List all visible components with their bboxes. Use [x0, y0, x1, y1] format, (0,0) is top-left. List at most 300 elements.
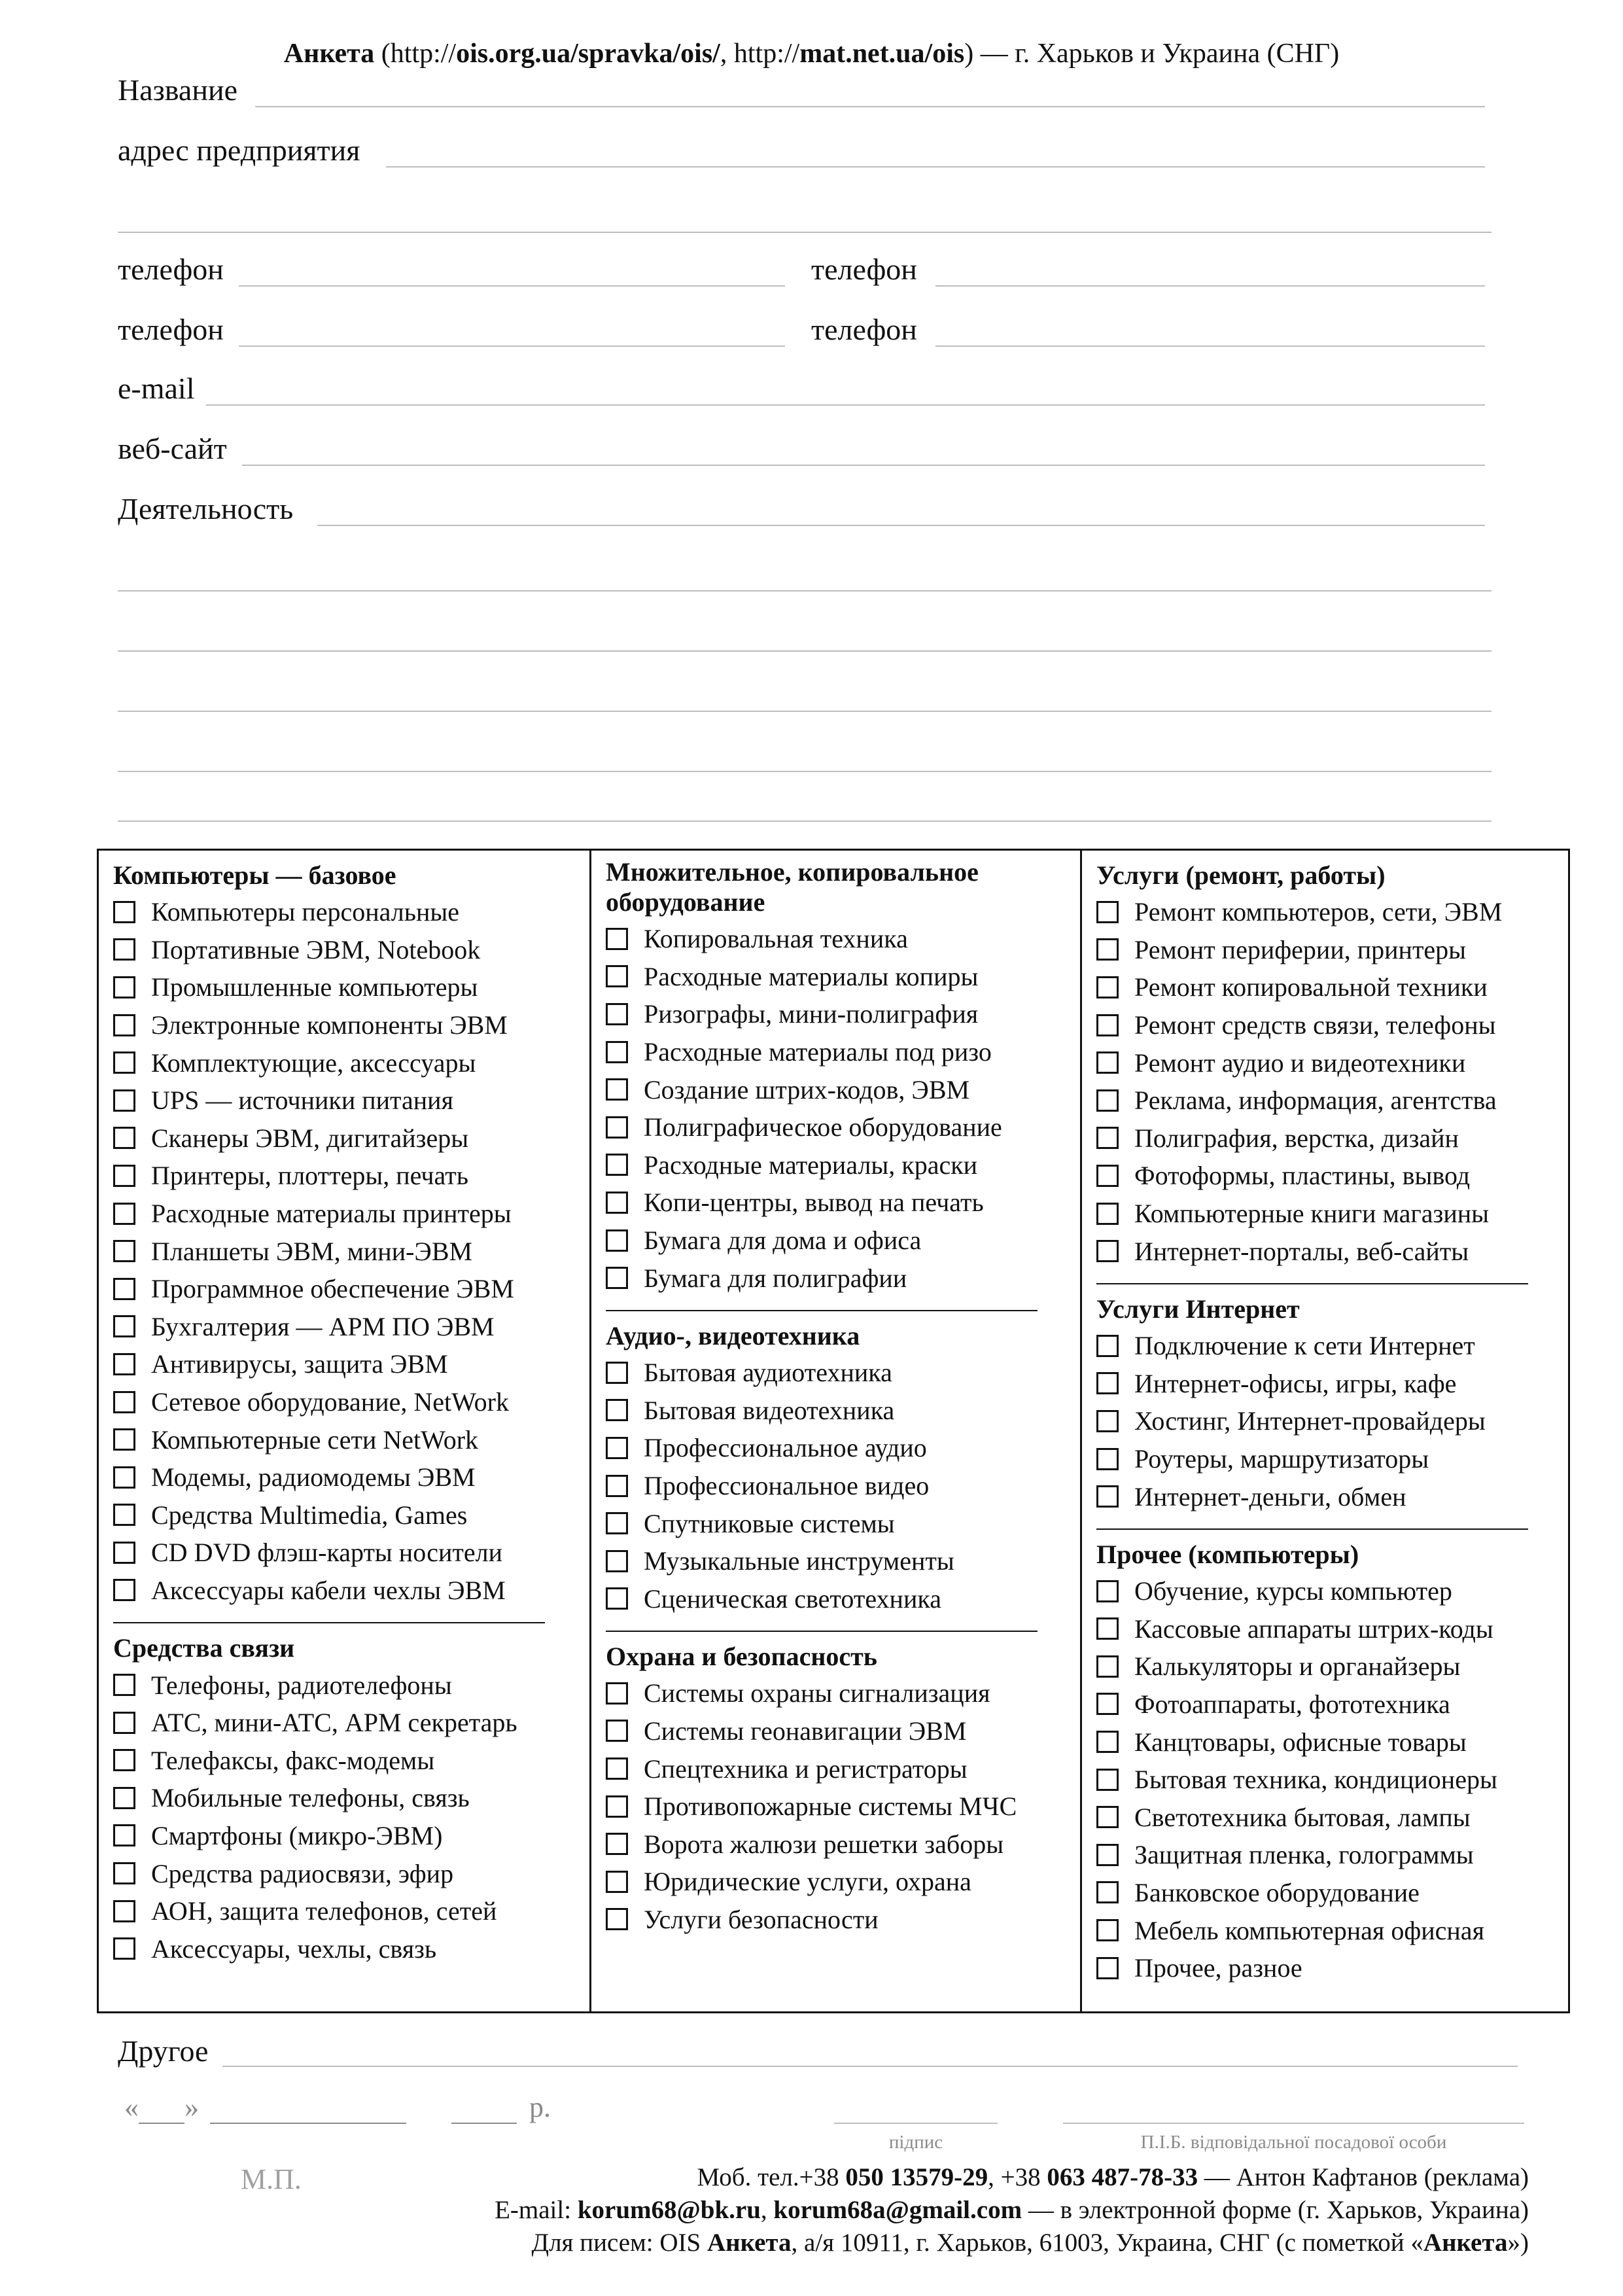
checkbox-label: Ворота жалюзи решетки заборы	[644, 1829, 1004, 1859]
checkbox-label: Ремонт периферии, принтеры	[1134, 934, 1467, 964]
website-line[interactable]	[242, 463, 1485, 466]
checkbox-item[interactable]	[113, 968, 589, 1006]
checkbox-item[interactable]	[1096, 1798, 1570, 1836]
checkbox[interactable]	[606, 1550, 628, 1572]
checkbox-item[interactable]	[606, 1750, 1080, 1788]
checkbox-label: Светотехника бытовая, лампы	[1134, 1802, 1471, 1832]
checkbox-item[interactable]	[606, 1354, 1080, 1392]
checkbox-item[interactable]	[113, 1892, 589, 1930]
checkbox-label: Системы охраны сигнализация	[644, 1678, 990, 1708]
address-field[interactable]	[118, 133, 1492, 173]
checkbox-item[interactable]	[606, 1863, 1080, 1901]
checkbox-item[interactable]	[113, 1082, 589, 1120]
checkbox-item[interactable]	[113, 931, 589, 969]
checkbox-item[interactable]	[606, 1392, 1080, 1430]
header-url1[interactable]: ois.org.ua/spravka/ois/	[456, 39, 720, 69]
checkbox-item[interactable]	[1096, 1120, 1570, 1157]
checkbox[interactable]	[1096, 1165, 1119, 1187]
checkbox-label: Планшеты ЭВМ, мини-ЭВМ	[151, 1236, 473, 1266]
checkbox[interactable]	[113, 1579, 135, 1601]
checkbox[interactable]	[1096, 1769, 1119, 1791]
checkbox-item[interactable]	[606, 1504, 1080, 1542]
checkbox-label: Аксессуары кабели чехлы ЭВМ	[151, 1575, 506, 1605]
contact-text: , а/я 10911, г. Харьков, 61003, Украина, СНГ (с пометкой «	[791, 2229, 1423, 2257]
checkbox-item[interactable]	[606, 1467, 1080, 1505]
checkbox[interactable]	[1096, 1806, 1119, 1828]
checkbox-item[interactable]	[1096, 1911, 1570, 1949]
phone-label: телефон	[118, 253, 224, 286]
checkbox[interactable]	[1096, 1240, 1119, 1262]
checkbox-label: Услуги безопасности	[644, 1904, 879, 1934]
checkbox-item[interactable]	[606, 1070, 1080, 1108]
checkbox-item[interactable]	[113, 1308, 589, 1346]
checkbox[interactable]	[606, 1682, 628, 1704]
contact-text: , +38	[988, 2163, 1047, 2191]
page-header	[0, 38, 1623, 69]
checkbox[interactable]	[1096, 1127, 1119, 1149]
checkbox-label: Бытовая аудиотехника	[644, 1358, 892, 1388]
checkbox-item[interactable]	[606, 1222, 1080, 1260]
checkbox-item[interactable]	[113, 1704, 589, 1742]
section-title: Услуги Интернет	[1096, 1294, 1300, 1324]
checkbox[interactable]	[606, 1362, 628, 1384]
checkbox[interactable]	[606, 1512, 628, 1534]
phone-line[interactable]	[935, 344, 1485, 347]
header-text: ) — г. Харьков и Украина (СНГ)	[964, 39, 1340, 69]
checkbox-label: Создание штрих-кодов, ЭВМ	[644, 1074, 970, 1104]
checkbox[interactable]	[1096, 1051, 1119, 1074]
checkbox[interactable]	[113, 1937, 135, 1960]
stamp-placeholder: М.П.	[241, 2163, 302, 2195]
checkbox[interactable]	[1096, 1731, 1119, 1753]
checkbox-item[interactable]	[113, 1157, 589, 1195]
signature-caption: підпис	[888, 2132, 943, 2153]
activity-line-2[interactable]	[118, 590, 1492, 592]
checkbox-label: Расходные материалы принтеры	[151, 1199, 512, 1229]
checkbox[interactable]	[1096, 1089, 1119, 1112]
checkbox-item[interactable]	[113, 1232, 589, 1270]
checkbox-label: Сетевое оборудование, NetWork	[151, 1387, 509, 1417]
checkbox-item[interactable]	[1096, 1157, 1570, 1195]
checkbox-label: Телефаксы, факс-модемы	[151, 1745, 435, 1775]
email-link-1[interactable]: korum68@bk.ru	[577, 2196, 761, 2224]
section-divider	[1096, 1528, 1528, 1530]
checkbox-label: Бухгалтерия — АРМ ПО ЭВМ	[151, 1311, 495, 1341]
section-divider	[606, 1310, 1038, 1311]
checkbox[interactable]	[606, 1437, 628, 1459]
checkbox[interactable]	[113, 1712, 135, 1734]
phone-field-2[interactable]	[811, 253, 1492, 292]
checkbox-label: Промышленные компьютеры	[151, 972, 478, 1002]
checkbox[interactable]	[1096, 1203, 1119, 1225]
activity-line-4[interactable]	[118, 711, 1492, 712]
checkbox-label: Хостинг, Интернет-провайдеры	[1134, 1406, 1486, 1436]
checkbox[interactable]	[606, 1041, 628, 1063]
contact-text: — Антон Кафтанов (реклама)	[1198, 2163, 1529, 2191]
header-text: , http://	[720, 39, 800, 69]
name-field[interactable]	[118, 73, 1492, 113]
category-column-1	[99, 851, 589, 2011]
checkbox-item[interactable]	[1096, 1686, 1570, 1723]
checkbox-item[interactable]	[1096, 1572, 1570, 1610]
website-label: веб-сайт	[118, 432, 227, 465]
checkbox-label: Бытовая видеотехника	[644, 1395, 895, 1425]
date-day-field[interactable]	[139, 2098, 184, 2124]
other-field[interactable]	[118, 2032, 1518, 2072]
date-quote-open: «	[124, 2091, 139, 2123]
checkbox[interactable]	[113, 1278, 135, 1300]
checkbox-item[interactable]	[606, 958, 1080, 996]
address-line-2[interactable]	[118, 232, 1492, 233]
checkbox-item[interactable]	[1096, 1195, 1570, 1233]
checkbox-label: Реклама, информация, агентства	[1134, 1086, 1497, 1116]
checkbox-label: CD DVD флэш-карты носители	[151, 1538, 502, 1568]
checkbox[interactable]	[113, 1542, 135, 1564]
section-title	[606, 857, 1080, 917]
checkbox[interactable]	[113, 1900, 135, 1922]
checkbox-label: Копировальная техника	[644, 924, 908, 954]
checkbox-item[interactable]	[606, 995, 1080, 1033]
checkbox-item[interactable]	[113, 1930, 589, 1968]
category-section	[113, 857, 589, 1609]
checkbox-label: Сценическая светотехника	[644, 1583, 941, 1614]
checkbox-item[interactable]	[1096, 1232, 1570, 1270]
checkbox[interactable]	[113, 1089, 135, 1112]
checkbox-item[interactable]	[113, 1270, 589, 1308]
checkbox-label: Профессиональное видео	[644, 1471, 930, 1501]
activity-label: Деятельность	[118, 492, 294, 525]
checkbox-item[interactable]	[1096, 1723, 1570, 1761]
checkbox-label: Спецтехника и регистраторы	[644, 1754, 968, 1784]
checkbox-label: Смартфоны (микро-ЭВМ)	[151, 1820, 443, 1850]
phone-line[interactable]	[935, 284, 1485, 287]
checkbox-item[interactable]	[1096, 1648, 1570, 1686]
checkbox-label: Копи-центры, вывод на печать	[644, 1188, 984, 1218]
phone-line[interactable]	[239, 284, 785, 287]
checkbox-label: Компьютерные сети NetWork	[151, 1424, 479, 1455]
checkbox-item[interactable]	[113, 1421, 589, 1458]
email-label: e-mail	[118, 372, 195, 405]
activity-line-3[interactable]	[118, 650, 1492, 652]
checkbox-item[interactable]	[606, 1788, 1080, 1826]
checkbox-label: Сканеры ЭВМ, дигитайзеры	[151, 1123, 469, 1153]
checkbox-item[interactable]	[606, 1429, 1080, 1467]
checkbox-label: Бытовая техника, кондиционеры	[1134, 1765, 1497, 1795]
contact-text: Для писем: OIS	[531, 2229, 707, 2257]
phone-number-1[interactable]: 050 13579-29	[845, 2163, 988, 2191]
checkbox[interactable]	[1096, 1014, 1119, 1036]
checkbox-label: Компьютеры персональные	[151, 897, 460, 927]
checkbox-label: Принтеры, плоттеры, печать	[151, 1161, 468, 1191]
checkbox-item[interactable]	[606, 1674, 1080, 1712]
checkbox-item[interactable]	[1096, 1836, 1570, 1874]
checkbox[interactable]	[606, 1154, 628, 1176]
checkbox[interactable]	[606, 965, 628, 987]
checkbox-item[interactable]	[113, 1383, 589, 1421]
checkbox[interactable]	[113, 901, 135, 923]
checkbox[interactable]	[1096, 1617, 1119, 1640]
contact-text: Моб. тел.+38	[697, 2163, 846, 2191]
section-title: Компьютеры — базовое	[113, 860, 396, 890]
checkbox[interactable]	[113, 1749, 135, 1771]
phone-field-1[interactable]	[118, 253, 785, 292]
checkbox[interactable]	[113, 1051, 135, 1074]
checkbox[interactable]	[1096, 976, 1119, 998]
contact-text: E-mail:	[495, 2196, 578, 2224]
section-title: Охрана и безопасность	[606, 1642, 877, 1672]
checkbox-label: Ризографы, мини-полиграфия	[644, 999, 979, 1029]
checkbox-label: Ремонт средств связи, телефоны	[1134, 1010, 1496, 1040]
checkbox-label: Портативные ЭВМ, Notebook	[151, 934, 481, 964]
email-field[interactable]	[118, 372, 1492, 411]
year-suffix: р.	[529, 2091, 551, 2123]
checkbox-label: Интернет-деньги, обмен	[1134, 1481, 1406, 1511]
checkbox-item[interactable]	[606, 1184, 1080, 1222]
checkbox[interactable]	[606, 1116, 628, 1139]
checkbox[interactable]	[113, 1240, 135, 1262]
section-title: Аудио-, видеотехника	[606, 1320, 860, 1351]
checkbox-label: Защитная пленка, голограммы	[1134, 1840, 1474, 1870]
section-title: Услуги (ремонт, работы)	[1096, 860, 1386, 890]
checkbox-item[interactable]	[113, 1817, 589, 1855]
checkbox-label: Спутниковые системы	[644, 1508, 895, 1538]
checkbox[interactable]	[1096, 938, 1119, 961]
responsible-name-line[interactable]	[1063, 2123, 1524, 2124]
checkbox-label: Компьютерные книги магазины	[1134, 1199, 1490, 1229]
checkbox-item[interactable]	[1096, 931, 1570, 969]
checkbox-item[interactable]	[1096, 1874, 1570, 1912]
checkbox-label: Электронные компоненты ЭВМ	[151, 1010, 508, 1040]
checkbox[interactable]	[606, 1833, 628, 1855]
checkbox-item[interactable]	[606, 1580, 1080, 1618]
website-field[interactable]	[118, 432, 1492, 471]
checkbox[interactable]	[606, 1720, 628, 1742]
checkbox-item[interactable]	[1096, 968, 1570, 1006]
checkbox[interactable]	[113, 938, 135, 961]
date-year-field[interactable]	[451, 2098, 517, 2124]
checkbox-item[interactable]	[606, 1146, 1080, 1184]
checkbox[interactable]	[1096, 1919, 1119, 1941]
category-section	[113, 1630, 589, 1968]
checkbox[interactable]	[606, 928, 628, 950]
checkbox-item[interactable]	[1096, 1082, 1570, 1120]
checkbox[interactable]	[606, 1229, 628, 1252]
checkbox[interactable]	[113, 1428, 135, 1451]
checkbox-item[interactable]	[606, 1259, 1080, 1297]
checkbox-item[interactable]	[113, 1854, 589, 1892]
checkbox[interactable]	[1096, 1693, 1119, 1715]
checkbox[interactable]	[113, 976, 135, 998]
checkbox[interactable]	[1096, 1448, 1119, 1470]
checkbox-label: АТС, мини-АТС, АРМ секретарь	[151, 1708, 517, 1738]
checkbox-item[interactable]	[113, 1345, 589, 1383]
checkbox[interactable]	[113, 1787, 135, 1809]
email-link-2[interactable]: korum68a@gmail.com	[773, 2196, 1022, 2224]
checkbox-label: Профессиональное аудио	[644, 1433, 927, 1463]
checkbox-label: Интернет-офисы, игры, кафе	[1134, 1368, 1457, 1398]
checkbox[interactable]	[606, 1795, 628, 1818]
checkbox-label: Кассовые аппараты штрих-коды	[1134, 1614, 1493, 1644]
checkbox[interactable]	[1096, 1335, 1119, 1357]
contact-text: »)	[1507, 2229, 1529, 2257]
phone-number-2[interactable]: 063 487-78-33	[1047, 2163, 1198, 2191]
checkbox-item[interactable]	[113, 893, 589, 931]
other-line[interactable]	[222, 2066, 1518, 2067]
checkbox[interactable]	[606, 1399, 628, 1421]
checkbox-label: Ремонт копировальной техники	[1134, 972, 1488, 1002]
checkbox-item[interactable]	[1096, 1949, 1570, 1987]
checkbox-label: Музыкальные инструменты	[644, 1546, 954, 1576]
checkbox-item[interactable]	[1096, 1006, 1570, 1044]
header-title: Анкета	[283, 39, 375, 69]
checkbox-item[interactable]	[113, 1496, 589, 1534]
checkbox[interactable]	[1096, 1580, 1119, 1602]
checkbox[interactable]	[113, 1862, 135, 1884]
checkbox-item[interactable]	[606, 1901, 1080, 1939]
category-section	[606, 857, 1080, 1297]
checkbox[interactable]	[606, 1908, 628, 1930]
checkbox-item[interactable]	[113, 1120, 589, 1157]
checkbox[interactable]	[113, 1504, 135, 1526]
checkbox[interactable]	[1096, 1844, 1119, 1866]
checkbox[interactable]	[113, 1203, 135, 1225]
checkbox-label: Роутеры, маршрутизаторы	[1134, 1444, 1429, 1474]
checkbox[interactable]	[113, 1315, 135, 1337]
checkbox-label: Мебель компьютерная офисная	[1134, 1915, 1484, 1945]
other-label: Другое	[118, 2034, 209, 2068]
section-title: Прочее (компьютеры)	[1096, 1539, 1359, 1569]
activity-field[interactable]	[118, 492, 1492, 531]
checkbox[interactable]	[113, 1165, 135, 1187]
signature-line[interactable]	[834, 2123, 998, 2124]
checkbox[interactable]	[1096, 1881, 1119, 1903]
email-line[interactable]	[206, 403, 1485, 406]
checkbox-item[interactable]	[1096, 1610, 1570, 1648]
checkbox-item[interactable]	[1096, 1761, 1570, 1799]
checkbox[interactable]	[606, 1475, 628, 1497]
checkbox-item[interactable]	[113, 1534, 589, 1572]
checkbox[interactable]	[1096, 1485, 1119, 1508]
checkbox-item[interactable]	[1096, 1440, 1570, 1478]
checkbox-label: Полиграфическое оборудование	[644, 1112, 1002, 1142]
checkbox-item[interactable]	[113, 1741, 589, 1779]
checkbox-item[interactable]	[606, 1712, 1080, 1750]
phone-line[interactable]	[239, 344, 785, 347]
checkbox-item[interactable]	[113, 1006, 589, 1044]
checkbox-label: Средства радиосвязи, эфир	[151, 1858, 454, 1888]
checkbox[interactable]	[1096, 1410, 1119, 1432]
address-label: адрес предприятия	[118, 133, 360, 167]
checkbox[interactable]	[1096, 1655, 1119, 1678]
checkbox-item[interactable]	[1096, 893, 1570, 931]
checkbox-label: Интернет-порталы, веб-сайты	[1134, 1236, 1469, 1266]
header-text: (http://	[374, 39, 457, 69]
checkbox-label: Телефоны, радиотелефоны	[151, 1670, 452, 1700]
checkbox-item[interactable]	[113, 1666, 589, 1704]
checkbox[interactable]	[113, 1674, 135, 1696]
section-title-line: Множительное, копировальное	[606, 857, 979, 887]
checkbox[interactable]	[606, 1757, 628, 1780]
checkbox[interactable]	[1096, 901, 1119, 923]
checkbox-item[interactable]	[1096, 1327, 1570, 1365]
name-line[interactable]	[255, 105, 1485, 107]
activity-line-6[interactable]	[118, 821, 1492, 822]
address-line[interactable]	[386, 165, 1485, 168]
phone-label: телефон	[811, 253, 917, 286]
checkbox-label: Ремонт аудио и видеотехники	[1134, 1048, 1466, 1078]
activity-line-5[interactable]	[118, 771, 1492, 772]
checkbox-label: Прочее, разное	[1134, 1953, 1302, 1983]
activity-line[interactable]	[317, 523, 1485, 526]
contact-mail	[531, 2228, 1529, 2257]
checkbox[interactable]	[113, 1353, 135, 1375]
checkbox-item[interactable]	[113, 1572, 589, 1610]
checkbox-item[interactable]	[113, 1458, 589, 1496]
name-label: Название	[118, 73, 237, 107]
checkbox-label: UPS — источники питания	[151, 1086, 453, 1116]
checkbox[interactable]	[1096, 1372, 1119, 1394]
checkbox-label: Подключение к сети Интернет	[1134, 1331, 1475, 1361]
checkbox-item[interactable]	[606, 1033, 1080, 1071]
checkbox-item[interactable]	[1096, 1477, 1570, 1515]
checkbox[interactable]	[113, 1391, 135, 1413]
date-month-field[interactable]	[210, 2098, 406, 2124]
checkbox[interactable]	[606, 1871, 628, 1893]
checkbox-label: Фотоформы, пластины, вывод	[1134, 1161, 1471, 1191]
checkbox[interactable]	[606, 1078, 628, 1101]
checkbox-item[interactable]	[606, 1108, 1080, 1146]
section-divider	[1096, 1283, 1528, 1284]
checkbox-label: Ремонт компьютеров, сети, ЭВМ	[1134, 897, 1503, 927]
checkbox-label: АОН, защита телефонов, сетей	[151, 1896, 497, 1926]
contact-text: ,	[760, 2196, 774, 2224]
checkbox[interactable]	[113, 1014, 135, 1036]
checkbox-item[interactable]	[1096, 1044, 1570, 1082]
checkbox-item[interactable]	[113, 1044, 589, 1082]
checkbox[interactable]	[606, 1003, 628, 1025]
phone-field-3[interactable]	[118, 313, 785, 352]
checkbox-label: Расходные материалы, краски	[644, 1150, 978, 1180]
checkbox[interactable]	[113, 1466, 135, 1489]
checkbox-item[interactable]	[606, 1825, 1080, 1863]
checkbox-item[interactable]	[606, 1542, 1080, 1580]
checkbox-label: Расходные материалы копиры	[644, 961, 979, 991]
phone-field-4[interactable]	[811, 313, 1492, 352]
phone-label: телефон	[118, 313, 224, 346]
phone-label: телефон	[811, 313, 917, 346]
checkbox-item[interactable]	[113, 1195, 589, 1233]
section-title-line: оборудование	[606, 887, 765, 917]
checkbox[interactable]	[113, 1127, 135, 1149]
checkbox-item[interactable]	[1096, 1365, 1570, 1403]
checkbox-label: Расходные материалы под ризо	[644, 1037, 992, 1067]
mail-bold: Анкета	[1423, 2229, 1508, 2257]
checkbox-item[interactable]	[1096, 1402, 1570, 1440]
section-divider	[606, 1631, 1038, 1632]
checkbox[interactable]	[606, 1192, 628, 1214]
checkbox-item[interactable]	[113, 1779, 589, 1817]
header-url2[interactable]: mat.net.ua/ois	[799, 39, 965, 69]
checkbox[interactable]	[606, 1587, 628, 1610]
checkbox-item[interactable]	[606, 920, 1080, 958]
checkbox[interactable]	[113, 1824, 135, 1846]
checkbox-label: Калькуляторы и органайзеры	[1134, 1651, 1461, 1682]
checkbox[interactable]	[1096, 1957, 1119, 1979]
checkbox-label: Обучение, курсы компьютер	[1134, 1576, 1452, 1606]
checkbox[interactable]	[606, 1267, 628, 1289]
checkbox-label: Юридические услуги, охрана	[644, 1867, 971, 1897]
checkbox-label: Мобильные телефоны, связь	[151, 1783, 470, 1813]
